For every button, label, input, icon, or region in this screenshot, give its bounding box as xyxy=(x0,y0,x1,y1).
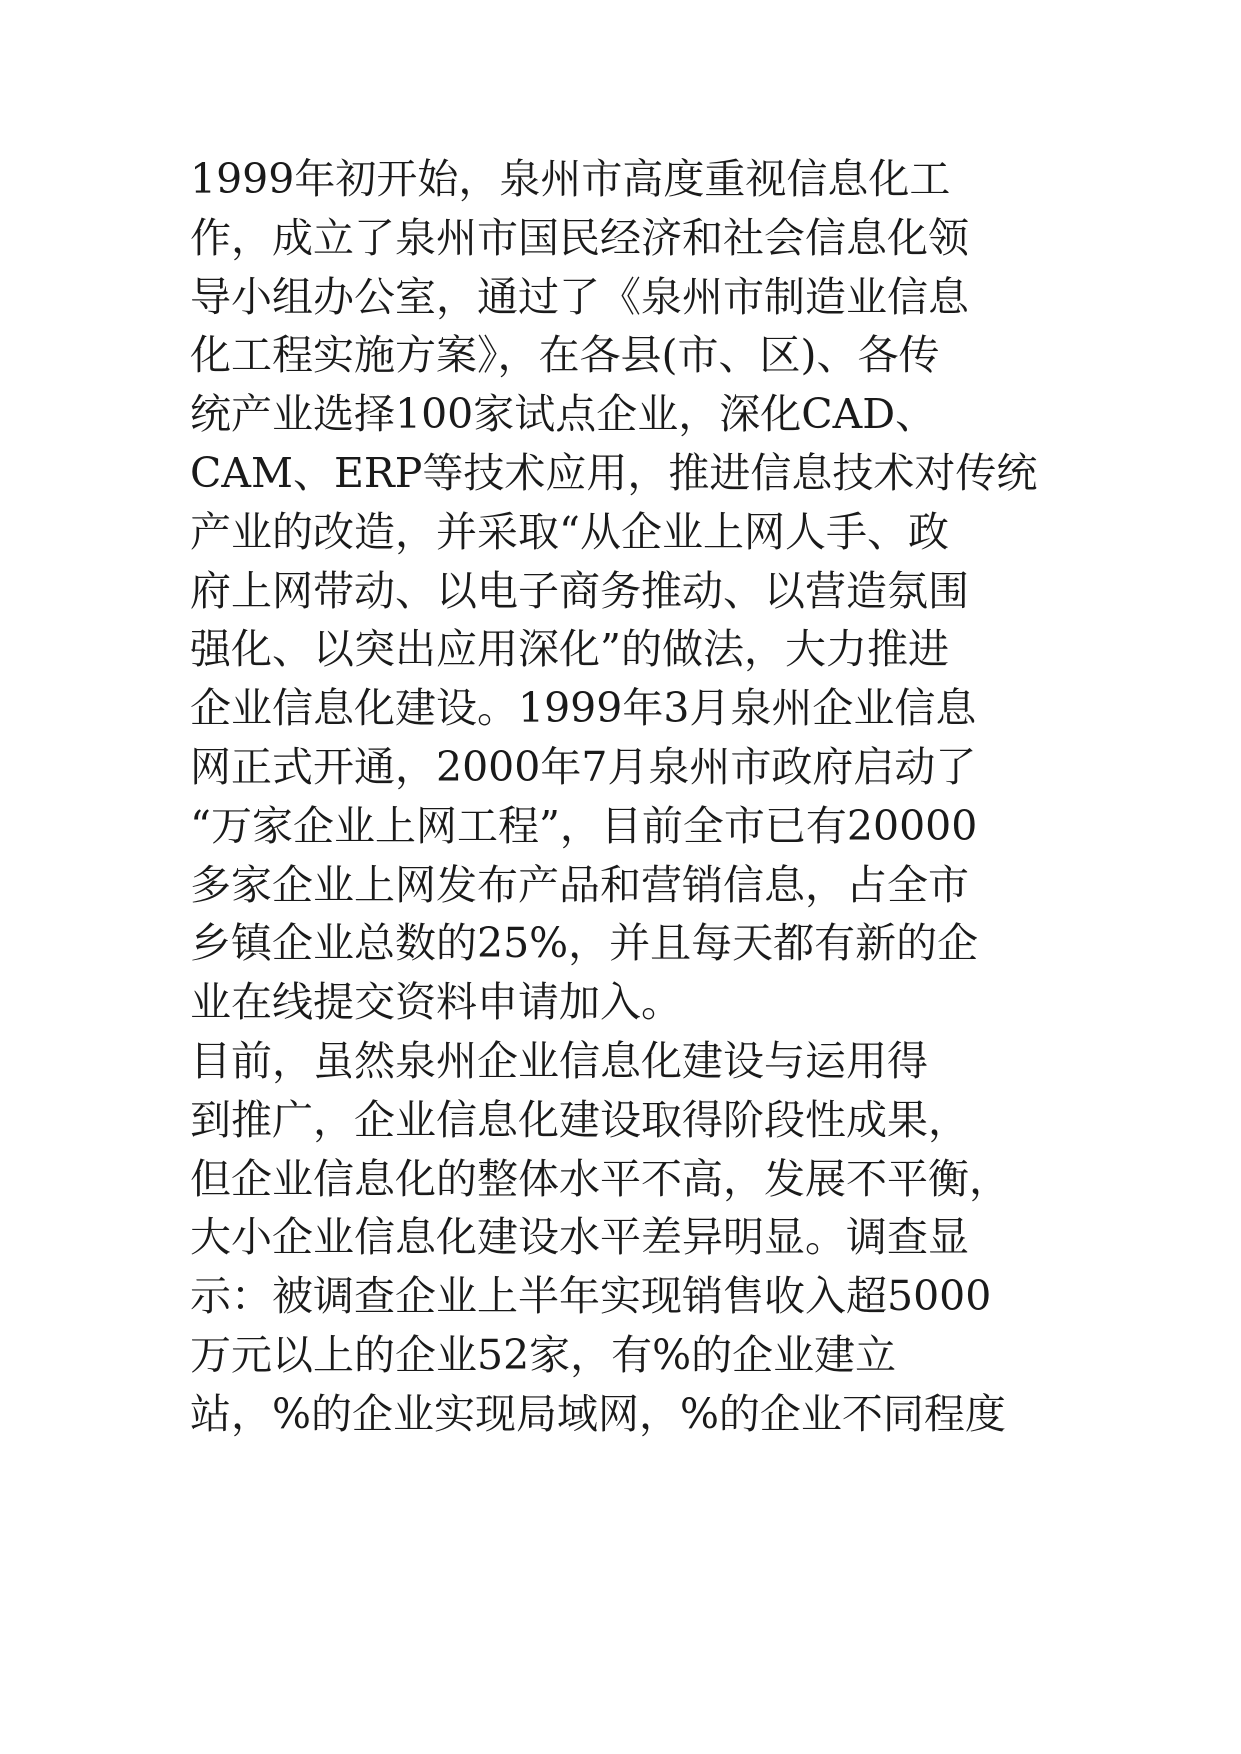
text-line: 强化、以突出应用深化”的做法，大力推进 xyxy=(190,625,949,674)
text-line: CAM、ERP等技术应用，推进信息技术对传统 xyxy=(190,448,1038,497)
text-line: 导小组办公室，通过了《泉州市制造业信息 xyxy=(190,272,969,321)
text-line: 万元以上的企业52家，有%的企业建立 xyxy=(190,1330,897,1379)
text-line: 统产业选择100家试点企业，深化CAD、 xyxy=(190,390,937,439)
text-line: 示：被调查企业上半年实现销售收入超5000 xyxy=(190,1272,992,1321)
text-line: 1999年初开始，泉州市高度重视信息化工 xyxy=(190,155,951,203)
text-line: 化工程实施方案》，在各县(市、区)、各传 xyxy=(190,331,940,380)
text-line: 目前，虽然泉州企业信息化建设与运用得 xyxy=(190,1036,928,1085)
text-line: 多家企业上网发布产品和营销信息，占全市 xyxy=(190,860,969,909)
body-text xyxy=(190,150,1070,1444)
text-line: 产业的改造，并采取“从企业上网人手、政 xyxy=(190,507,949,556)
text-line: 乡镇企业总数的25%，并且每天都有新的企 xyxy=(190,919,979,968)
text-line: “万家企业上网工程”，目前全市已有20000 xyxy=(190,801,978,850)
text-line: 站，%的企业实现局域网，%的企业不同程度 xyxy=(190,1389,1006,1438)
text-line: 作，成立了泉州市国民经济和社会信息化领 xyxy=(190,213,969,262)
text-line: 到推广，企业信息化建设取得阶段性成果， xyxy=(190,1095,969,1144)
text-line: 企业信息化建设。1999年3月泉州企业信息 xyxy=(190,684,977,733)
text-line: 但企业信息化的整体水平不高，发展不平衡， xyxy=(190,1154,1010,1203)
text-line: 业在线提交资料申请加入。 xyxy=(190,978,682,1027)
text-line: 大小企业信息化建设水平差异明显。调查显 xyxy=(190,1213,969,1262)
text-line: 网正式开通，2000年7月泉州市政府启动了 xyxy=(190,742,977,791)
text-line: 府上网带动、以电子商务推动、以营造氛围 xyxy=(190,566,969,615)
